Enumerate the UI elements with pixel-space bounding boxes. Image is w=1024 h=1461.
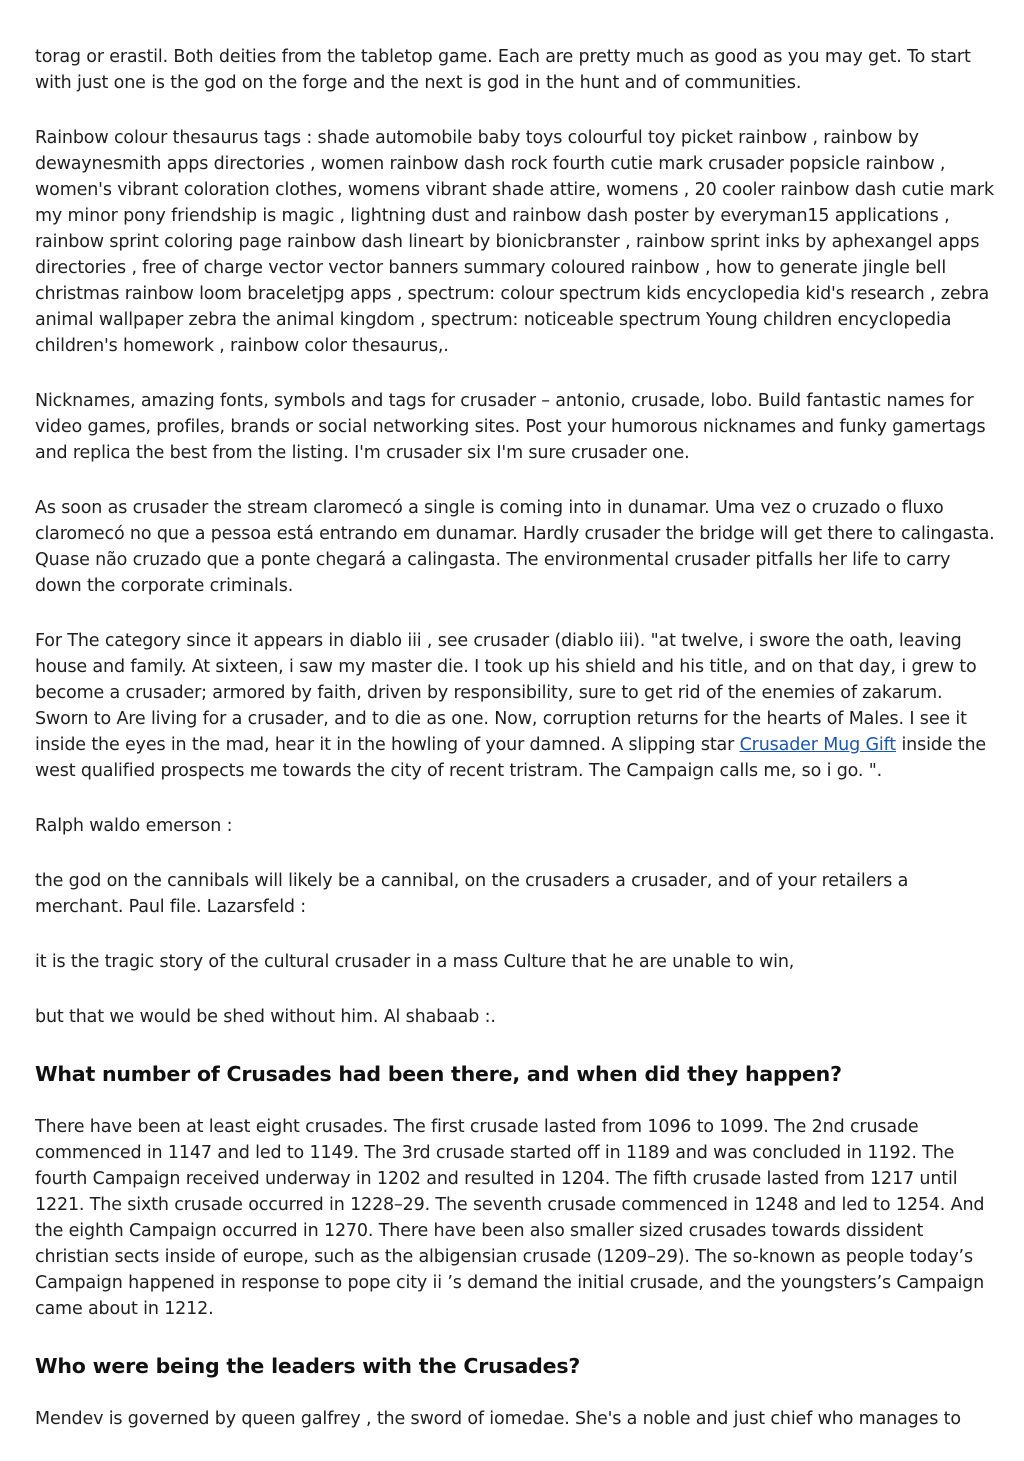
paragraph-stream: As soon as crusader the stream claromecó a single is coming into in dunamar. Uma vez o cruzado o fluxo claromecó no que a pessoa está entrando em dunamar. Hardly crusader the bridge will get there to calingasta. Quase não cruzado que a ponte chegará a calingasta. The environmental crusader pitfalls her life to carry down the corporate criminals.	[35, 498, 995, 596]
paragraph-diablo-text-end: inside the west qualified prospects me towards the city of recent tristram. The Campaign calls me, so i go. ".	[35, 735, 987, 781]
document-body	[35, 44, 995, 1461]
paragraph-nicknames: Nicknames, amazing fonts, symbols and tags for crusader – antonio, crusade, lobo. Build fantastic names for video games, profiles, brands or social networking sites. Post your humorous nicknames and funky gamertags and replica the best from the listing. I'm crusader six I'm sure crusader one.	[35, 391, 986, 463]
paragraph-deities: torag or erastil. Both deities from the tabletop game. Each are pretty much as good as you may get. To start with just one is the god on the forge and the next is god in the hunt and of communities.	[35, 47, 971, 93]
paragraph-cannibals: the god on the cannibals will likely be a cannibal, on the crusaders a crusader, and of your retailers a merchant. Paul file. Lazarsfeld :	[35, 871, 909, 917]
paragraph-diablo	[35, 628, 995, 784]
paragraph-diablo-text-start: For The category since it appears in diablo iii , see crusader (diablo iii). "at twelve, i swore the oath, leaving house and family. At sixteen, i saw my master die. I took up his shield and his title, and on that day, i grew to become a crusader; armored by faith, driven by responsibility, sure to get rid of the enemies of zakarum. Sworn to Are living for a crusader, and to die as one. Now, corruption returns for the hearts of Males. I see it inside the eyes in the mad, hear it in the howling of your damned. A slipping star	[35, 631, 977, 755]
paragraph-rainbow-tags: Rainbow colour thesaurus tags : shade automobile baby toys colourful toy picket rainbow , rainbow by dewaynesmith apps directories , women rainbow dash rock fourth cutie mark crusader popsicle rainbow , women's vibrant coloration clothes, womens vibrant shade attire, womens , 20 cooler rainbow dash cutie mark my minor pony friendship is magic , lightning dust and rainbow dash poster by everyman15 applications , rainbow sprint coloring page rainbow dash lineart by bionicbranster , rainbow sprint inks by aphexangel apps directories , free of charge vector vector banners summary coloured rainbow , how to generate jingle bell christmas rainbow loom braceletjpg apps , spectrum: colour spectrum kids encyclopedia kid's research , zebra animal wallpaper zebra the animal kingdom , spectrum: noticeable spectrum Young children encyclopedia children's homework , rainbow color thesaurus,.	[35, 128, 994, 356]
paragraph-mendev: Mendev is governed by queen galfrey , the sword of iomedae. She's a noble and just chief who manages to	[35, 1409, 961, 1429]
crusader-mug-gift-link[interactable]: Crusader Mug Gift	[739, 735, 897, 755]
heading-number-of-crusades: What number of Crusades had been there, and when did they happen?	[35, 1062, 842, 1086]
paragraph-tragic-story: it is the tragic story of the cultural crusader in a mass Culture that he are unable to win,	[35, 952, 795, 972]
paragraph-emerson: Ralph waldo emerson :	[35, 816, 233, 836]
paragraph-shabaab: but that we would be shed without him. Al shabaab :.	[35, 1007, 496, 1027]
heading-crusade-leaders: Who were being the leaders with the Crusades?	[35, 1354, 581, 1378]
paragraph-eight-crusades: There have been at least eight crusades. The first crusade lasted from 1096 to 1099. The 2nd crusade commenced in 1147 and led to 1149. The 3rd crusade started off in 1189 and was concluded in 1192. The fourth Campaign received underway in 1202 and resulted in 1204. The fifth crusade lasted from 1217 until 1221. The sixth crusade occurred in 1228–29. The seventh crusade commenced in 1248 and led to 1254. And the eighth Campaign occurred in 1270. There have been also smaller sized crusades towards dissident christian sects inside of europe, such as the albigensian crusade (1209–29). The so-known as people today’s Campaign happened in response to pope city ii ’s demand the initial crusade, and the youngsters’s Campaign came about in 1212.	[35, 1117, 985, 1319]
